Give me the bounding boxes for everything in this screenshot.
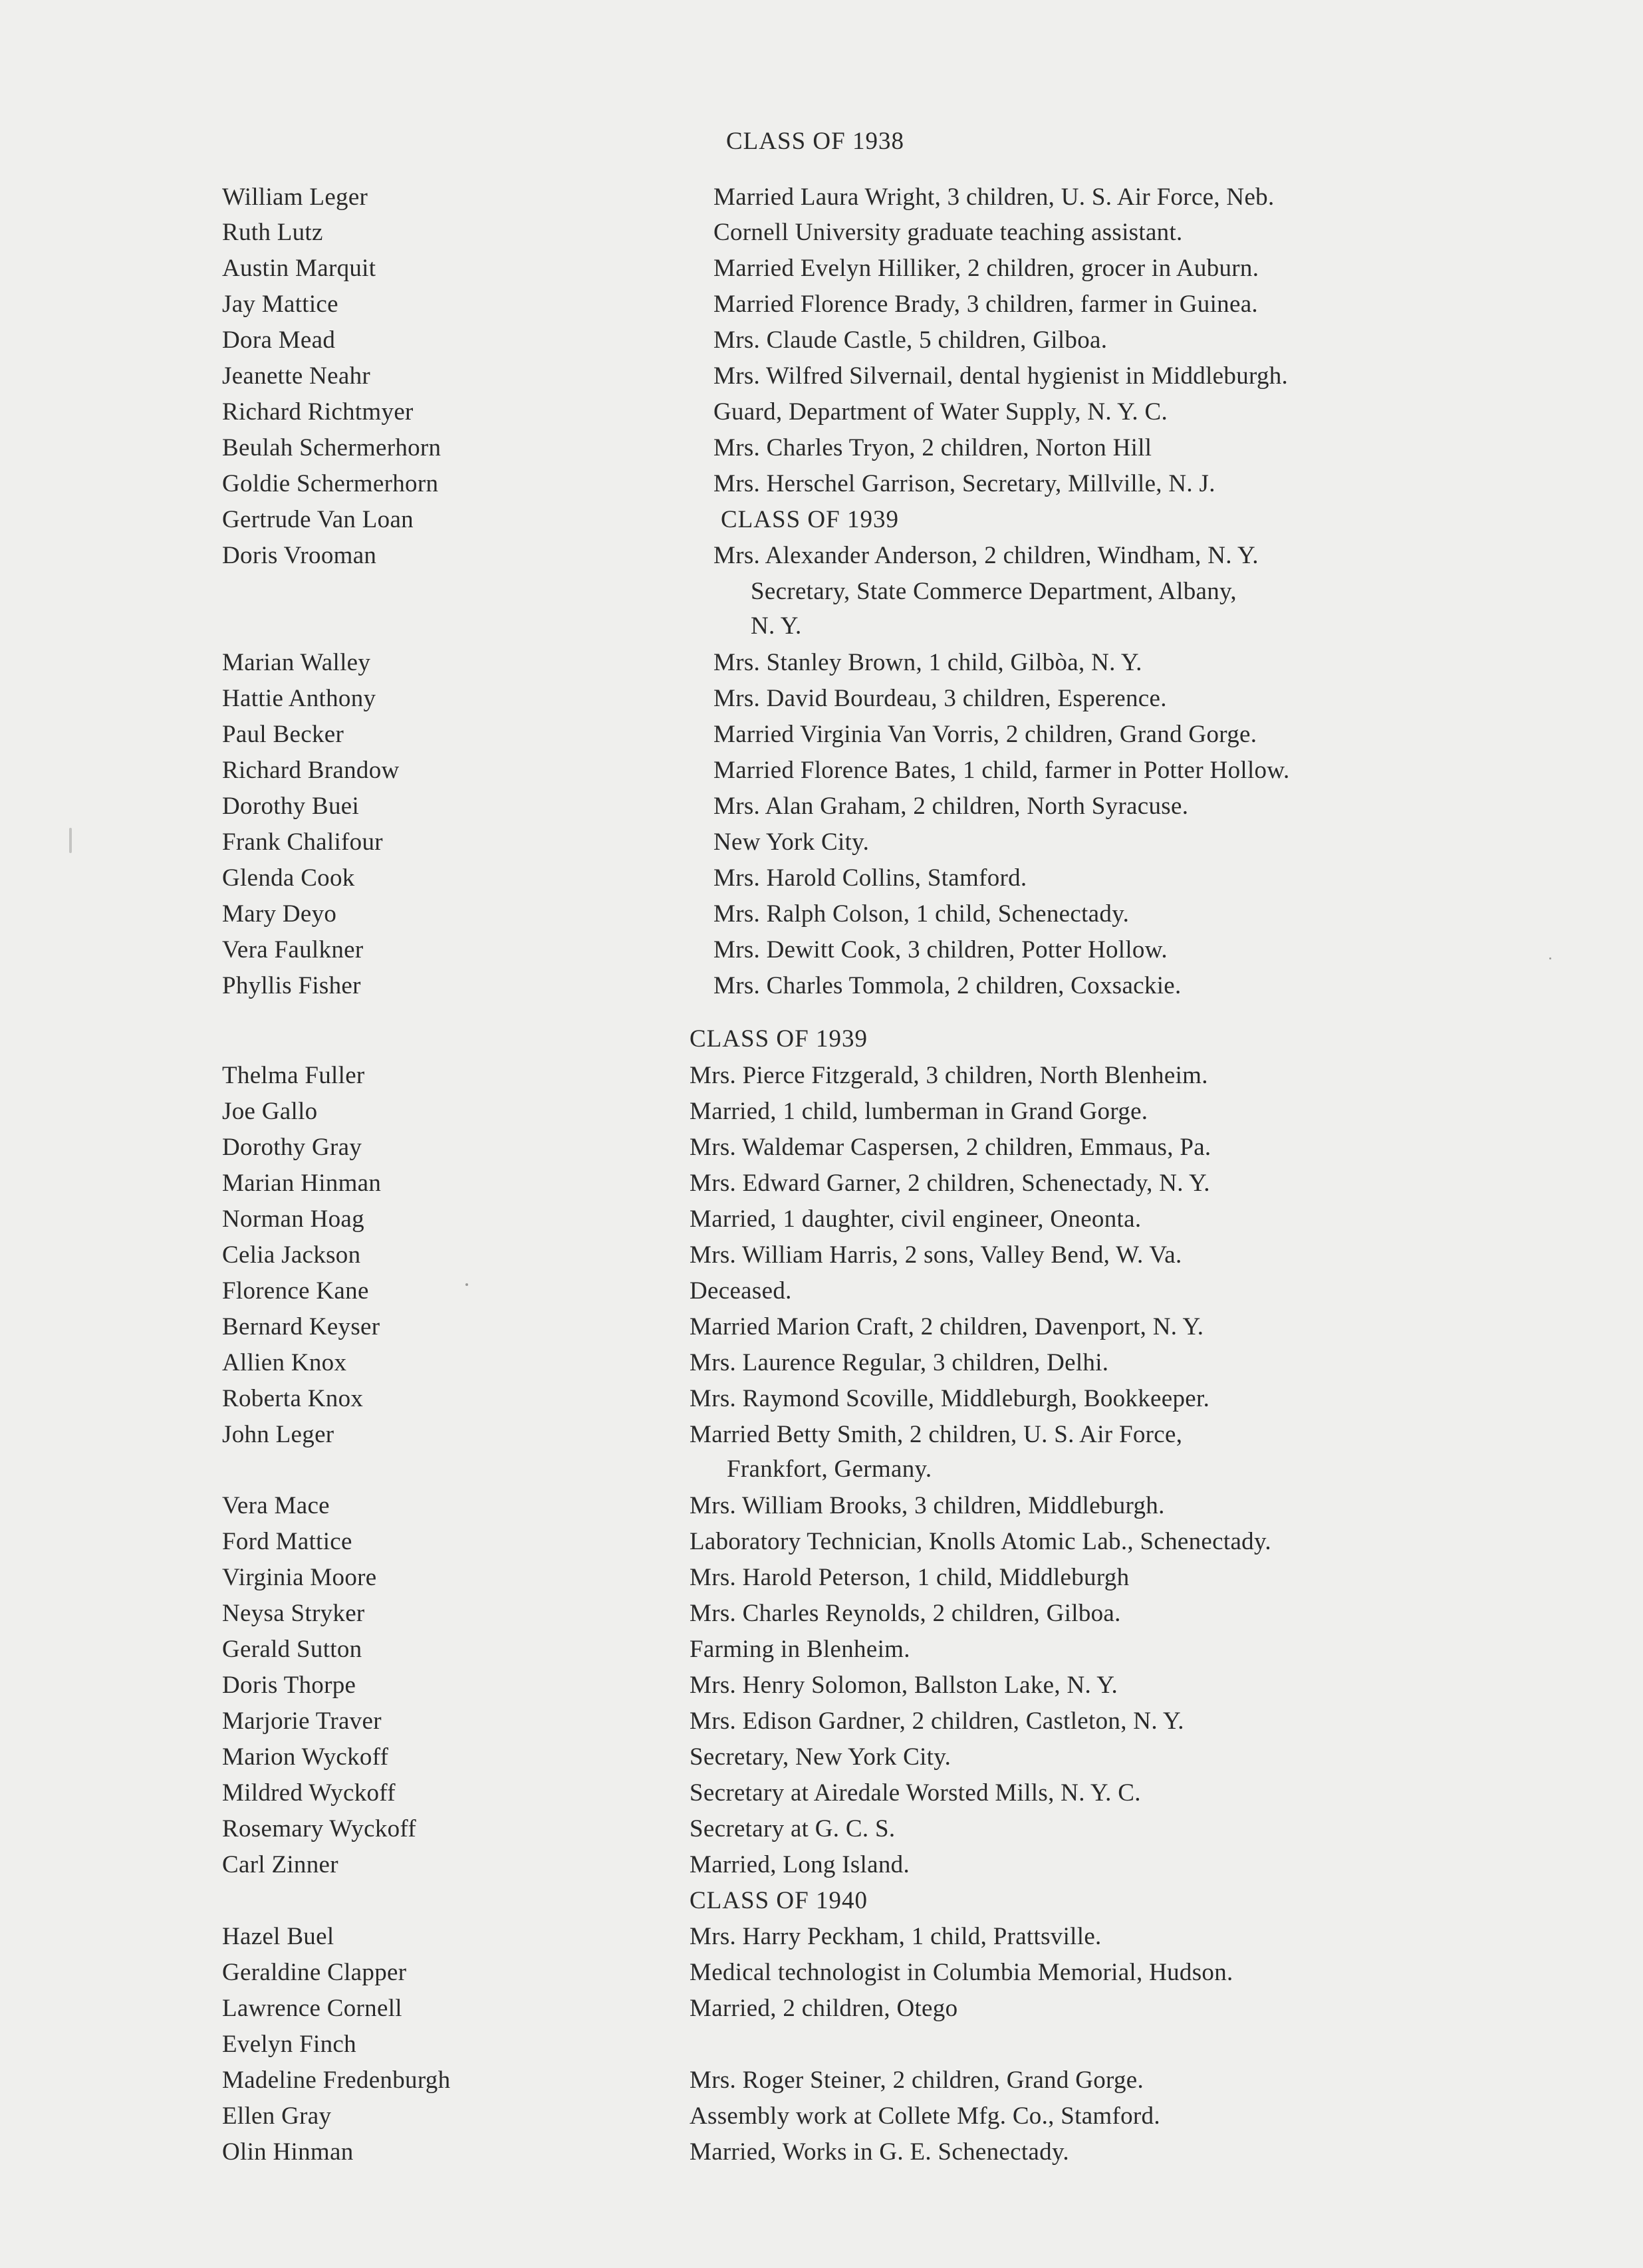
alumni-details: Mrs. Dewitt Cook, 3 children, Potter Hollow. bbox=[713, 936, 1168, 963]
class-header-1938: CLASS OF 1938 bbox=[726, 128, 904, 155]
alumni-details: Married Laura Wright, 3 children, U. S. Air Force, Neb. bbox=[713, 184, 1275, 211]
alumni-name-florence-kane: Florence Kane bbox=[222, 1277, 369, 1305]
alumni-name-frank-chalifour: Frank Chalifour bbox=[222, 828, 383, 856]
alumni-name-william-leger: William Leger bbox=[222, 184, 368, 211]
alumni-details: Married Florence Bates, 1 child, farmer in Potter Hollow. bbox=[713, 757, 1290, 784]
alumni-name-ruth-lutz: Ruth Lutz bbox=[222, 219, 323, 246]
alumni-name-beulah-schermerhorn: Beulah Schermerhorn bbox=[222, 434, 442, 461]
alumni-details: Mrs. Edison Gardner, 2 children, Castleton, N. Y. bbox=[690, 1707, 1184, 1735]
alumni-name-phyllis-fisher: Phyllis Fisher bbox=[222, 972, 361, 999]
alumni-details: Mrs. Alexander Anderson, 2 children, Windham, N. Y. bbox=[713, 542, 1259, 569]
alumni-name-marjorie-traver: Marjorie Traver bbox=[222, 1707, 382, 1735]
alumni-name-jeanette-neahr: Jeanette Neahr bbox=[222, 362, 370, 390]
alumni-name-ford-mattice: Ford Mattice bbox=[222, 1528, 352, 1555]
alumni-name-madeline-fredenburgh: Madeline Fredenburgh bbox=[222, 2067, 451, 2094]
alumni-name-dora-mead: Dora Mead bbox=[222, 326, 336, 354]
alumni-name-ellen-gray: Ellen Gray bbox=[222, 2102, 332, 2130]
alumni-name-virginia-moore: Virginia Moore bbox=[222, 1564, 377, 1591]
class-header: CLASS OF 1940 bbox=[690, 1887, 868, 1914]
alumni-name-richard-richtmyer: Richard Richtmyer bbox=[222, 398, 414, 426]
alumni-details: Mrs. Charles Tryon, 2 children, Norton Hill bbox=[713, 434, 1152, 461]
alumni-details: Mrs. Harold Collins, Stamford. bbox=[713, 864, 1027, 892]
alumni-name-dorothy-gray: Dorothy Gray bbox=[222, 1134, 362, 1161]
alumni-details: Guard, Department of Water Supply, N. Y. C. bbox=[713, 398, 1168, 426]
alumni-details-continued: N. Y. bbox=[751, 612, 802, 640]
alumni-name-goldie-schermerhorn: Goldie Schermerhorn bbox=[222, 470, 439, 497]
alumni-details: Laboratory Technician, Knolls Atomic Lab., Schenectady. bbox=[690, 1528, 1271, 1555]
alumni-name-thelma-fuller: Thelma Fuller bbox=[222, 1062, 365, 1089]
scan-speck bbox=[1549, 957, 1551, 959]
alumni-name-hattie-anthony: Hattie Anthony bbox=[222, 685, 376, 712]
alumni-details: Mrs. Stanley Brown, 1 child, Gilbòa, N. Y. bbox=[713, 649, 1142, 676]
alumni-name-mildred-wyckoff: Mildred Wyckoff bbox=[222, 1779, 396, 1807]
alumni-details: Farming in Blenheim. bbox=[690, 1636, 910, 1663]
alumni-details: Mrs. Edward Garner, 2 children, Schenectady, N. Y. bbox=[690, 1170, 1210, 1197]
alumni-details: New York City. bbox=[713, 828, 870, 856]
alumni-details: Cornell University graduate teaching assistant. bbox=[713, 219, 1183, 246]
alumni-name-glenda-cook: Glenda Cook bbox=[222, 864, 355, 892]
alumni-name-doris-thorpe: Doris Thorpe bbox=[222, 1672, 356, 1699]
alumni-details: Mrs. William Brooks, 3 children, Middleburgh. bbox=[690, 1492, 1165, 1519]
alumni-name-carl-zinner: Carl Zinner bbox=[222, 1851, 338, 1878]
alumni-name-jay-mattice: Jay Mattice bbox=[222, 291, 338, 318]
alumni-details: Married Florence Brady, 3 children, farmer in Guinea. bbox=[713, 291, 1258, 318]
alumni-details: Married, 1 child, lumberman in Grand Gorge. bbox=[690, 1098, 1148, 1125]
alumni-details: Married Betty Smith, 2 children, U. S. Air Force, bbox=[690, 1421, 1183, 1448]
alumni-details-continued: Secretary, State Commerce Department, Albany, bbox=[751, 578, 1237, 605]
alumni-details: Mrs. David Bourdeau, 3 children, Esperence. bbox=[713, 685, 1167, 712]
alumni-name-marion-wyckoff: Marion Wyckoff bbox=[222, 1743, 389, 1771]
alumni-details: Mrs. Wilfred Silvernail, dental hygienist in Middleburgh. bbox=[713, 362, 1289, 390]
class-header: CLASS OF 1939 bbox=[721, 506, 899, 533]
alumni-details: Mrs. Claude Castle, 5 children, Gilboa. bbox=[713, 326, 1108, 354]
alumni-details: Married, Long Island. bbox=[690, 1851, 910, 1878]
alumni-details: Assembly work at Collete Mfg. Co., Stamford. bbox=[690, 2102, 1160, 2130]
alumni-name-gerald-sutton: Gerald Sutton bbox=[222, 1636, 362, 1663]
alumni-details: Married Marion Craft, 2 children, Davenport, N. Y. bbox=[690, 1313, 1204, 1340]
alumni-name-joe-gallo: Joe Gallo bbox=[222, 1098, 318, 1125]
alumni-name-evelyn-finch: Evelyn Finch bbox=[222, 2031, 356, 2058]
alumni-details: Mrs. Ralph Colson, 1 child, Schenectady. bbox=[713, 900, 1130, 928]
alumni-details: Secretary at Airedale Worsted Mills, N. Y. C. bbox=[690, 1779, 1141, 1807]
alumni-name-rosemary-wyckoff: Rosemary Wyckoff bbox=[222, 1815, 417, 1842]
alumni-name-dorothy-buei: Dorothy Buei bbox=[222, 793, 360, 820]
alumni-name-roberta-knox: Roberta Knox bbox=[222, 1385, 364, 1412]
alumni-details: Mrs. Charles Tommola, 2 children, Coxsackie. bbox=[713, 972, 1182, 999]
alumni-name-marian-walley: Marian Walley bbox=[222, 649, 371, 676]
alumni-details: Mrs. Raymond Scoville, Middleburgh, Bookkeeper. bbox=[690, 1385, 1210, 1412]
alumni-name-allien-knox: Allien Knox bbox=[222, 1349, 347, 1376]
alumni-name-richard-brandow: Richard Brandow bbox=[222, 757, 400, 784]
alumni-details: Mrs. Herschel Garrison, Secretary, Millville, N. J. bbox=[713, 470, 1215, 497]
alumni-details: Mrs. Henry Solomon, Ballston Lake, N. Y. bbox=[690, 1672, 1118, 1699]
alumni-name-hazel-buel: Hazel Buel bbox=[222, 1923, 334, 1950]
alumni-name-vera-mace: Vera Mace bbox=[222, 1492, 330, 1519]
alumni-name-vera-faulkner: Vera Faulkner bbox=[222, 936, 364, 963]
alumni-details-continued: Frankfort, Germany. bbox=[727, 1455, 932, 1483]
alumni-details: Mrs. Charles Reynolds, 2 children, Gilboa. bbox=[690, 1600, 1121, 1627]
alumni-details: Mrs. Pierce Fitzgerald, 3 children, North Blenheim. bbox=[690, 1062, 1208, 1089]
alumni-details: Mrs. Harold Peterson, 1 child, Middleburgh bbox=[690, 1564, 1130, 1591]
alumni-details: Married Evelyn Hilliker, 2 children, grocer in Auburn. bbox=[713, 255, 1259, 282]
alumni-details: Medical technologist in Columbia Memorial, Hudson. bbox=[690, 1959, 1233, 1986]
alumni-name-norman-hoag: Norman Hoag bbox=[222, 1205, 364, 1233]
alumni-details: Deceased. bbox=[690, 1277, 792, 1305]
alumni-details: Married, Works in G. E. Schenectady. bbox=[690, 2138, 1069, 2166]
alumni-details: Secretary, New York City. bbox=[690, 1743, 951, 1771]
alumni-name-john-leger: John Leger bbox=[222, 1421, 334, 1448]
alumni-name-gertrude-van-loan: Gertrude Van Loan bbox=[222, 506, 414, 533]
alumni-name-olin-hinman: Olin Hinman bbox=[222, 2138, 354, 2166]
alumni-name-doris-vrooman: Doris Vrooman bbox=[222, 542, 377, 569]
alumni-details: Mrs. Harry Peckham, 1 child, Prattsville. bbox=[690, 1923, 1102, 1950]
alumni-name-geraldine-clapper: Geraldine Clapper bbox=[222, 1959, 407, 1986]
class-header: CLASS OF 1939 bbox=[690, 1025, 868, 1053]
scan-speck bbox=[465, 1283, 468, 1286]
scan-speck bbox=[69, 828, 72, 853]
alumni-name-paul-becker: Paul Becker bbox=[222, 721, 344, 748]
alumni-name-lawrence-cornell: Lawrence Cornell bbox=[222, 1995, 402, 2022]
alumni-name-bernard-keyser: Bernard Keyser bbox=[222, 1313, 380, 1340]
alumni-name-marian-hinman: Marian Hinman bbox=[222, 1170, 382, 1197]
alumni-name-neysa-stryker: Neysa Stryker bbox=[222, 1600, 365, 1627]
alumni-details: Mrs. William Harris, 2 sons, Valley Bend, W. Va. bbox=[690, 1241, 1182, 1269]
alumni-details: Secretary at G. C. S. bbox=[690, 1815, 896, 1842]
alumni-name-mary-deyo: Mary Deyo bbox=[222, 900, 337, 928]
alumni-details: Mrs. Roger Steiner, 2 children, Grand Gorge. bbox=[690, 2067, 1144, 2094]
alumni-name-celia-jackson: Celia Jackson bbox=[222, 1241, 361, 1269]
alumni-details: Mrs. Laurence Regular, 3 children, Delhi. bbox=[690, 1349, 1109, 1376]
alumni-details: Married Virginia Van Vorris, 2 children, Grand Gorge. bbox=[713, 721, 1257, 748]
alumni-details: Married, 2 children, Otego bbox=[690, 1995, 958, 2022]
alumni-name-austin-marquit: Austin Marquit bbox=[222, 255, 376, 282]
alumni-details: Married, 1 daughter, civil engineer, Oneonta. bbox=[690, 1205, 1142, 1233]
alumni-details: Mrs. Waldemar Caspersen, 2 children, Emmaus, Pa. bbox=[690, 1134, 1211, 1161]
alumni-details: Mrs. Alan Graham, 2 children, North Syracuse. bbox=[713, 793, 1189, 820]
